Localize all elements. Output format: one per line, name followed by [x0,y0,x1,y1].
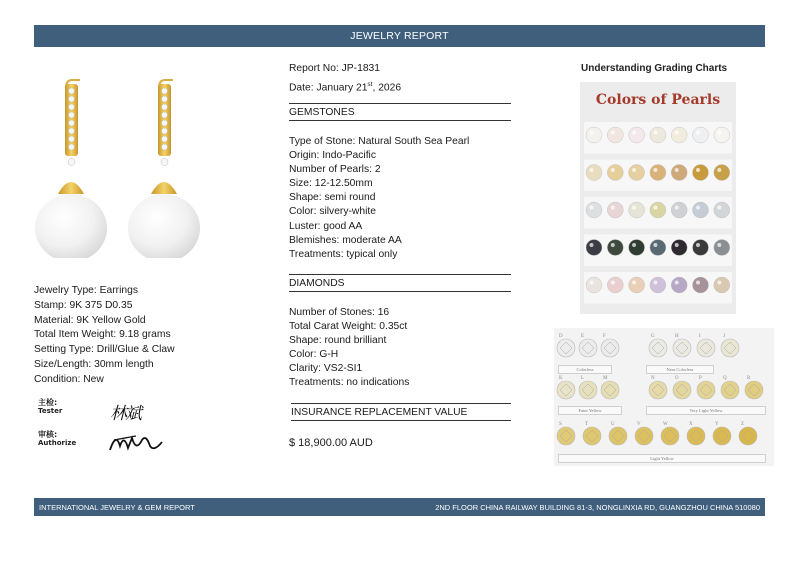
pearl-highlight [611,131,615,135]
footer-address: 2ND FLOOR CHINA RAILWAY BUILDING 81-3, NONGLINXIA RD, GUANGZHOU CHINA 510080 [435,502,760,512]
pearl-swatch [650,127,666,143]
gemstone-line: Origin: Indo-Pacific [289,150,376,162]
tester-label [38,398,62,416]
diamond-line: Treatments: no indications [289,377,410,389]
report-info [289,61,401,95]
pearl-swatch [586,240,602,256]
gemstones-details [289,135,469,262]
pearl-highlight [717,206,721,210]
diamond-grade-letter: K [559,376,563,381]
pearl-highlight [675,168,679,172]
diamond-grade-letter: U [611,422,615,427]
diamond-line: Number of Stones: 16 [289,307,390,318]
report-header-bar [34,25,765,47]
authorize-signature [106,428,166,456]
pearl-swatch [629,240,645,256]
pearl-swatch [671,277,687,293]
diamond-grade-letter: I [699,334,701,339]
tester-label-cn: 主检: [38,398,58,407]
diamond-line: Clarity: VS2-SI1 [289,363,363,375]
pearl-highlight [717,168,721,172]
pearl-swatch [629,277,645,293]
report-date-prefix: Date: January 21 [289,81,368,93]
diamond-line: Shape: round brilliant [289,335,387,347]
diamond-group-label: Faint Yellow [558,406,622,415]
pearl-highlight [696,206,700,210]
diamond-grade-letter: D [559,334,563,339]
pearl-highlight [611,168,615,172]
pearl-swatch [650,277,666,293]
diamond-group-label: Very Light Yellow [646,406,766,415]
pearl-swatch [714,202,730,218]
jewelry-size: Size/Length: 30mm length [34,358,154,370]
diamond-line: Color: G-H [289,349,339,361]
diamond-grade-letter: Z [741,422,745,427]
diamonds-heading: DIAMONDS [289,274,511,292]
gemstones-heading: GEMSTONES [289,103,511,121]
report-date-suffix: , 2026 [372,81,402,93]
authorize-label-cn: 审核: [38,430,58,439]
pearl-swatches [580,82,736,314]
earrings-image [34,58,234,258]
diamond-grade-letter: P [699,376,702,381]
pearl-swatch [629,165,645,181]
diamond-grade-letter: V [637,422,641,427]
pearl-highlight [696,281,700,285]
pearl-highlight [590,168,594,172]
pearl-highlight [696,168,700,172]
jewelry-setting: Setting Type: Drill/Glue & Claw [34,344,175,356]
pearl-swatch [671,127,687,143]
diamond-grade-letter: T [585,422,589,427]
pearl-highlight [653,168,657,172]
diamond-color-chart [554,328,774,466]
diamond-grade-letter: J [723,334,725,339]
diamond-grade-letter: W [663,422,668,427]
insurance-heading: INSURANCE REPLACEMENT VALUE [291,403,511,421]
diamond-grade-letter: S [559,422,562,427]
gemstone-line: Treatments: typical only [289,248,398,260]
gemstone-line: Luster: good AA [289,220,363,232]
gemstone-line: Blemishes: moderate AA [289,234,402,246]
report-date-sup: st [367,80,373,88]
report-date [289,77,401,96]
pearl-swatch [693,202,709,218]
pearl-chart-title: Colors of Pearls [595,92,721,108]
pearl-swatch [693,127,709,143]
diamond-grade-letter: R [747,376,751,381]
diamond-line: Total Carat Weight: 0.35ct [289,321,408,333]
pearl-highlight [653,131,657,135]
tester-signature: 林斌 [110,404,140,424]
jewelry-type: Jewelry Type: Earrings [34,285,138,296]
diamond-grade-letter: E [581,334,585,339]
diamond-grade-letter: H [675,334,679,339]
pearl-swatch [607,202,623,218]
pearl-highlight [590,281,594,285]
pearl-swatch [671,240,687,256]
diamond-grade-letter: O [675,376,679,381]
pearl-highlight [632,168,636,172]
pearl-highlight [611,206,615,210]
pearl-highlight [717,131,721,135]
diamond-group-label: Light Yellow [558,454,766,463]
insurance-value: $ 18,900.00 AUD [289,437,373,449]
pearl-swatch [693,277,709,293]
pearl-highlight [696,243,700,247]
pearl-swatch [650,165,666,181]
pearl-highlight [696,131,700,135]
pearl-highlight [632,281,636,285]
pearl-swatch [714,240,730,256]
pearl-swatch [650,202,666,218]
pearl-swatch [671,202,687,218]
pearl-highlight [717,281,721,285]
diamond-grade-letter: G [651,334,655,339]
jewelry-specs [34,284,175,388]
pearl-swatch [671,165,687,181]
pearl-swatch [586,165,602,181]
jewelry-material: Material: 9K Yellow Gold [34,314,146,326]
pearl-swatch [693,165,709,181]
pearl-highlight [675,131,679,135]
pearl-swatch [607,277,623,293]
pearl-highlight [590,206,594,210]
pearl-highlight [611,281,615,285]
pearl-swatch [586,127,602,143]
report-footer-bar [34,498,765,516]
report-number: Report No: JP-1831 [289,63,381,74]
pearl-swatch [714,165,730,181]
pearl-highlight [675,243,679,247]
gemstone-line: Color: silvery-white [289,206,376,218]
pearl-color-chart [580,82,736,314]
diamond-grade-letter: Y [715,422,719,427]
pearl-swatch [586,202,602,218]
left-earring [35,80,107,258]
tester-label-en: Tester [38,407,63,415]
grading-charts-title: Understanding Grading Charts [581,63,728,74]
pearl-swatch [629,202,645,218]
jewelry-condition: Condition: New [34,373,104,385]
diamond-grade-letter: L [581,376,585,381]
pearl-highlight [675,206,679,210]
pearl-highlight [590,243,594,247]
pearl-highlight [653,243,657,247]
pearl-swatch [629,127,645,143]
gemstone-line: Size: 12-12.50mm [289,178,373,190]
authorize-label-en: Authorize [38,439,77,447]
pearl-swatch [586,277,602,293]
diamond-swatches [554,328,774,466]
pearl-swatch [714,127,730,143]
authorize-label [38,430,76,448]
diamonds-details [289,306,409,391]
jewelry-weight: Total Item Weight: 9.18 grams [34,329,171,341]
diamond-group-label: Near Colorless [646,365,714,374]
pearl-highlight [675,281,679,285]
diamond-group-label: Colorless [558,365,612,374]
pearl-swatch [607,165,623,181]
diamond-grade-letter: F [603,334,606,339]
pearl-highlight [590,131,594,135]
pearl-swatch [607,240,623,256]
signature-block [38,396,168,458]
pearl-highlight [632,243,636,247]
pearl-highlight [611,243,615,247]
diamond-grade-letter: X [689,422,693,427]
footer-org: INTERNATIONAL JEWELRY & GEM REPORT [39,502,195,512]
pearl-highlight [632,206,636,210]
diamond-grade-letter: N [651,376,655,381]
diamond-grade-letter: Q [723,376,727,381]
pearl-swatch [714,277,730,293]
pearl-swatch [607,127,623,143]
gemstone-line: Shape: semi round [289,192,376,204]
pearl-highlight [717,243,721,247]
report-title: JEWELRY REPORT [350,30,449,42]
gemstone-line: Number of Pearls: 2 [289,164,381,176]
diamond-grade-letter: M [603,376,608,381]
pearl-highlight [653,206,657,210]
pearl-highlight [653,281,657,285]
pearl-swatch [650,240,666,256]
pearl-swatch [693,240,709,256]
gemstone-line: Type of Stone: Natural South Sea Pearl [289,136,470,147]
jewelry-stamp: Stamp: 9K 375 D0.35 [34,299,133,311]
pearl-highlight [632,131,636,135]
right-earring [128,80,200,258]
